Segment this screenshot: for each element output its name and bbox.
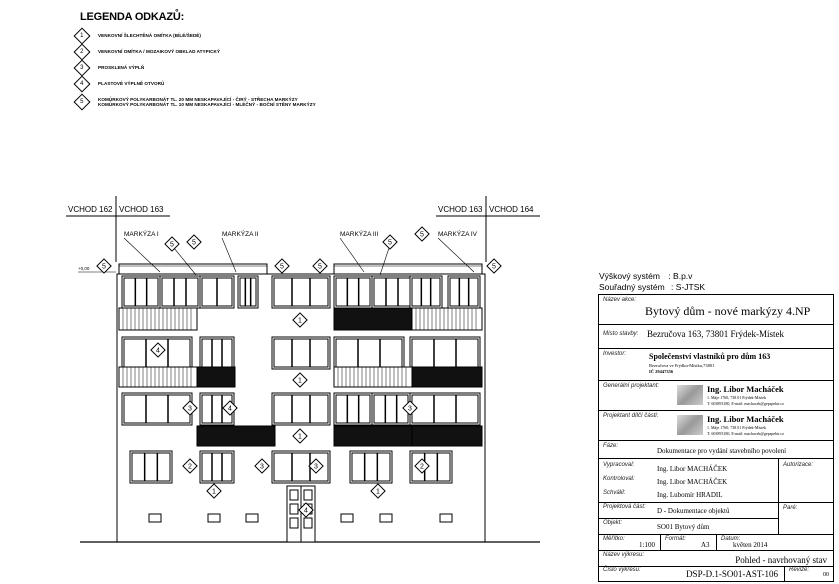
phase-label: Fáze: <box>603 443 619 449</box>
people-cell <box>599 459 779 503</box>
object-value: SO01 Bytový dům <box>657 523 710 531</box>
date-value: květen 2014 <box>733 541 768 549</box>
project-part-label: Projektová část: <box>603 504 646 510</box>
copies-label: Paré: <box>783 505 798 511</box>
phase-value: Dokumentace pro vydání stavebního povolení <box>657 447 787 455</box>
svg-text:5: 5 <box>318 263 322 271</box>
investor-ic: IČ 29447356 <box>649 369 674 374</box>
window-frame <box>374 395 408 423</box>
reference-diamond-icon: 1 <box>74 28 91 45</box>
svg-text:5: 5 <box>492 263 496 271</box>
project-name-cell <box>599 295 833 325</box>
window-frame <box>336 339 402 367</box>
company-logo-icon <box>677 385 703 405</box>
svg-text:3: 3 <box>408 405 412 413</box>
balcony-railing <box>412 367 482 387</box>
drawing-number: DSP-D.1-SO01-AST-106 <box>686 569 778 579</box>
balcony-railing <box>197 426 275 446</box>
window-frame <box>202 453 232 481</box>
balcony-railing <box>412 308 482 330</box>
balcony-railing <box>334 367 412 387</box>
svg-text:1: 1 <box>298 433 302 441</box>
svg-text:5: 5 <box>388 239 392 247</box>
company-logo-icon <box>677 415 703 435</box>
window-frame <box>124 278 158 306</box>
general-designer-address: 1. Máje 1760, 738 01 Frýdek-Místek <box>707 395 766 400</box>
markyza-label: MARKÝZA II <box>222 231 259 238</box>
level-mark: +0,00 <box>78 266 90 271</box>
part-designer-name: Ing. Libor Macháček <box>707 414 784 424</box>
reference-diamond-icon: 5 <box>74 94 91 111</box>
format-value: A3 <box>701 541 710 549</box>
svg-text:3: 3 <box>188 405 192 413</box>
window-frame <box>412 339 478 367</box>
window-frame <box>336 395 370 423</box>
svg-text:4: 4 <box>228 405 232 413</box>
site-cell <box>599 325 833 349</box>
scale-cell <box>599 535 661 551</box>
entrance-label: VCHOD 163 <box>438 205 483 214</box>
part-designer-contact: T: 603893180, E-mail: machacek@gepspektr.cz <box>707 431 784 436</box>
authorization-cell <box>779 459 833 503</box>
investor-cell <box>599 349 833 381</box>
part-designer-label: Projektant dílčí části: <box>603 413 659 419</box>
svg-text:1: 1 <box>376 488 380 496</box>
svg-text:4: 4 <box>156 347 160 355</box>
drawn-by-label: Vypracoval: <box>603 462 635 468</box>
window-frame <box>240 278 256 306</box>
legend-text: VENKOVNÍ ŠLECHTĚNÁ OMÍTKA (BÍLÉ/ŠEDÉ) <box>98 33 202 39</box>
investor-label: Investor: <box>603 351 627 357</box>
drawing-number-label: Číslo výkresu: <box>603 567 641 573</box>
window-frame <box>274 339 328 367</box>
legend-title: LEGENDA ODKAZŮ: <box>80 11 185 23</box>
window-frame <box>412 278 440 306</box>
window-frame <box>274 278 328 306</box>
balcony-railing <box>197 367 235 387</box>
format-label: Formát: <box>665 536 686 542</box>
general-designer-contact: T: 603893180, E-mail: machacek@gepspektr.cz <box>707 401 784 406</box>
height-system-label: Výškový systém <box>599 271 660 281</box>
window-frame <box>412 395 478 423</box>
revision-value: 00 <box>823 572 829 578</box>
legend-text: VENKOVNÍ OMÍTKA / MOZAIKOVÝ OBKLAD ATYPICKÝ <box>98 49 220 55</box>
balcony-railing <box>119 367 197 387</box>
revision-cell <box>785 567 833 581</box>
svg-text:2: 2 <box>188 463 192 471</box>
balcony-railing <box>334 426 412 446</box>
drawing-number-cell <box>599 567 785 581</box>
coord-system-value: : S-JTSK <box>671 282 706 292</box>
project-part: D - Dokumentace objektů <box>657 507 730 515</box>
revision-label: Revize: <box>789 567 810 573</box>
project-part-cell <box>599 503 779 519</box>
legend-text: PROSKLENÁ VÝPLŇ <box>98 65 145 71</box>
markyza-label: MARKÝZA I <box>124 231 159 238</box>
height-system <box>599 271 692 281</box>
window-frame <box>336 278 370 306</box>
markyza-label: MARKÝZA III <box>340 231 379 238</box>
svg-text:3: 3 <box>314 463 318 471</box>
checked-by: Ing. Libor MACHÁČEK <box>657 478 728 486</box>
drawing-title-cell <box>599 551 833 567</box>
general-designer-name: Ing. Libor Macháček <box>707 384 784 394</box>
title-block <box>598 294 834 582</box>
balcony-railing <box>412 426 482 446</box>
balcony-railing <box>119 308 197 330</box>
phase-cell <box>599 441 833 459</box>
authorization-label: Autorizace: <box>783 462 814 468</box>
drawn-by: Ing. Libor MACHÁČEK <box>657 465 728 473</box>
reference-diamond-icon: 2 <box>74 44 91 61</box>
svg-text:2: 2 <box>420 463 424 471</box>
general-designer-cell <box>599 381 833 411</box>
coord-system-label: Souřadný systém <box>599 282 665 292</box>
svg-text:3: 3 <box>260 463 264 471</box>
copies-cell <box>779 503 833 535</box>
svg-text:1: 1 <box>298 377 302 385</box>
date-label: Datum: <box>721 536 741 542</box>
window-frame <box>352 453 390 481</box>
markyza-label: MARKÝZA IV <box>438 231 478 238</box>
height-system-value: : B.p.v <box>668 271 693 281</box>
svg-text:5: 5 <box>280 263 284 271</box>
window-frame <box>124 395 190 423</box>
legend-text: PLASTOVÉ VÝPLNĚ OTVORŮ <box>98 81 165 87</box>
site-label: Místo stavby: <box>603 331 639 337</box>
svg-text:5: 5 <box>192 239 196 247</box>
approved-by: Ing. Lubomír HRADIL <box>657 491 723 499</box>
legend-text: KOMŮRKOVÝ POLYKARBONÁT TL. 20 MM NESKAPAVAJÍCÍ - ČIRÝ - STŘECHA MARKÝZY <box>98 96 298 102</box>
svg-text:5: 5 <box>170 241 174 249</box>
window-frame <box>274 395 328 423</box>
svg-text:5: 5 <box>102 263 106 271</box>
svg-text:1: 1 <box>298 317 302 325</box>
site-address: Bezručova 163, 73801 Frýdek-Místek <box>647 329 784 339</box>
svg-text:4: 4 <box>304 507 308 515</box>
window-frame <box>374 278 410 306</box>
entrance-label: VCHOD 162 <box>68 205 113 214</box>
balcony-railing <box>334 308 412 330</box>
svg-text:1: 1 <box>212 488 216 496</box>
format-cell <box>661 535 717 551</box>
scale-label: Měřítko: <box>603 536 625 542</box>
date-cell <box>717 535 833 551</box>
window-frame <box>162 278 198 306</box>
svg-text:5: 5 <box>420 231 424 239</box>
drawing-title-label: Název výkresu: <box>603 552 645 558</box>
entrance-label: VCHOD 164 <box>489 205 534 214</box>
scale-value: 1:100 <box>639 541 655 549</box>
project-name-label: Název akce: <box>603 297 637 303</box>
window-frame <box>132 453 170 481</box>
window-frame <box>450 278 478 306</box>
coord-system <box>599 282 705 292</box>
general-designer-label: Generální projektant: <box>603 383 660 389</box>
checked-by-label: Kontroloval: <box>603 476 635 482</box>
legend-text: KOMŮRKOVÝ POLYKARBONÁT TL. 10 MM NESKAPAVAJÍCÍ - MLÉČNÝ - BOČNÍ STĚNY MARKÝZY <box>98 102 316 107</box>
object-label: Objekt: <box>603 520 623 526</box>
window-frame <box>202 339 232 367</box>
part-designer-cell <box>599 411 833 441</box>
project-name: Bytový dům - nové markýzy 4.NP <box>645 304 811 318</box>
investor-name: Společenství vlastníků pro dům 163 <box>649 352 771 361</box>
part-designer-address: 1. Máje 1760, 738 01 Frýdek-Místek <box>707 425 766 430</box>
entrance-label: VCHOD 163 <box>119 205 164 214</box>
approved-by-label: Schválil: <box>603 490 626 496</box>
drawing-title: Pohled - navrhovaný stav <box>735 555 827 565</box>
reference-diamond-icon: 3 <box>74 60 91 77</box>
object-cell <box>599 519 779 535</box>
reference-diamond-icon: 4 <box>74 76 91 93</box>
investor-address: Bezručova ve Frýdku-Místku,73801 <box>649 363 715 368</box>
